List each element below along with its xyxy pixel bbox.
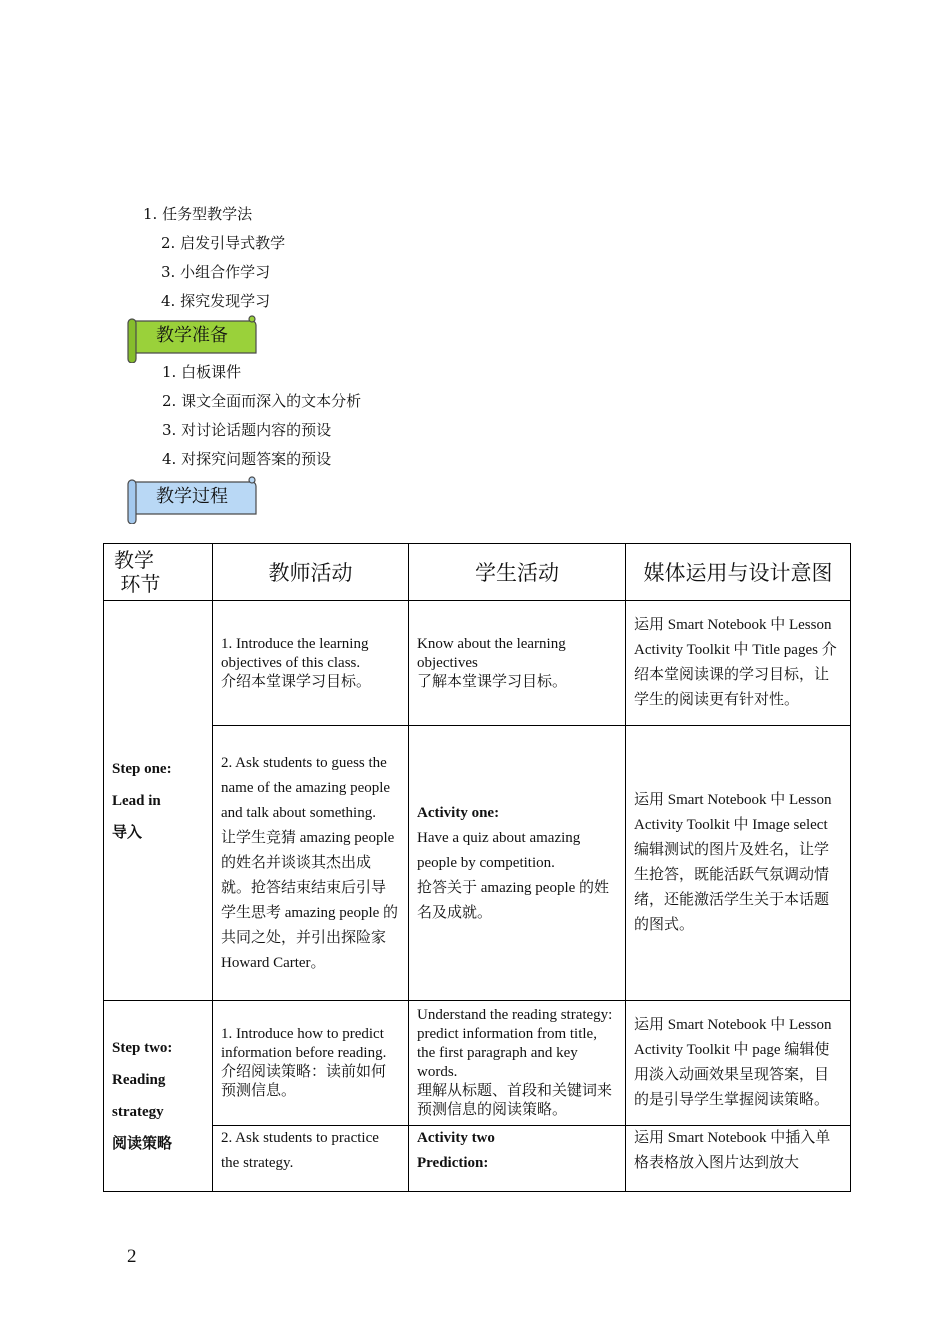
teacher-activity: 1. Introduce the learning objectives of this class. 介绍本堂课学习目标。 (213, 601, 409, 726)
prep-item: 1. 白板课件 (162, 363, 242, 381)
method-item: 1. 任务型教学法 (143, 205, 253, 223)
method-item: 3. 小组合作学习 (161, 263, 271, 281)
media-design: 运用 Smart Notebook 中插入单格表格放入图片达到放大 (626, 1126, 851, 1192)
media-design: 运用 Smart Notebook 中 Lesson Activity Toolkit 中 page 编辑使用淡入动画效果呈现答案，目的是引导学生掌握阅读策略。 (626, 1001, 851, 1126)
prep-item: 2. 课文全面而深入的文本分析 (162, 392, 362, 410)
step-two-label: Step two: Reading strategy 阅读策略 (104, 1001, 213, 1192)
student-activity: Activity one: Have a quiz about amazing people by competition. 抢答关于 amazing people 的姓名及成就。 (409, 726, 626, 1001)
media-design: 运用 Smart Notebook 中 Lesson Activity Toolkit 中 Image select 编辑测试的图片及姓名，让学生抢答，既能活跃气氛调动情绪，还能激活学生关于本话题的图式。 (626, 726, 851, 1001)
teacher-activity: 1. Introduce how to predict information before reading. 介绍阅读策略：读前如何预测信息。 (213, 1001, 409, 1126)
prep-item: 3. 对讨论话题内容的预设 (162, 421, 332, 439)
method-item: 4. 探究发现学习 (161, 292, 271, 310)
table-row (104, 1001, 851, 1126)
banner-label: 教学过程 (156, 486, 228, 507)
banner-label: 教学准备 (156, 325, 228, 346)
header-stage: 教学 环节 (104, 544, 213, 601)
preparation-list (162, 358, 361, 474)
header-media: 媒体运用与设计意图 (626, 544, 851, 601)
teaching-methods-list (143, 200, 285, 316)
teacher-activity: 2. Ask students to guess the name of the amazing people and talk about something. 让学生竞猜 amazing people 的姓名并谈谈其杰出成就。抢答结束结束后引导学生思考 amazing people 的共同之处，并引出探险家 Howard Carter。 (213, 726, 409, 1001)
media-design: 运用 Smart Notebook 中 Lesson Activity Toolkit 中 Title pages 介绍本堂阅读课的学习目标，让学生的阅读更有针对性。 (626, 601, 851, 726)
table-row (104, 1126, 851, 1192)
section-banner-process (126, 476, 258, 522)
header-teacher: 教师活动 (213, 544, 409, 601)
step-one-label: Step one: Lead in 导入 (104, 601, 213, 1001)
header-student: 学生活动 (409, 544, 626, 601)
page-number: 2 (127, 1246, 137, 1267)
table-row (104, 726, 851, 1001)
table-row (104, 601, 851, 726)
prep-item: 4. 对探究问题答案的预设 (162, 450, 332, 468)
teacher-activity: 2. Ask students to practice the strategy. (213, 1126, 409, 1192)
method-item: 2. 启发引导式教学 (161, 234, 286, 252)
student-activity: Understand the reading strategy: predict information from title, the first paragraph and key words. 理解从标题、首段和关键词来预测信息的阅读策略。 (409, 1001, 626, 1126)
section-banner-preparation (126, 315, 258, 361)
student-activity: Activity two Prediction: (409, 1126, 626, 1192)
teaching-process-table (103, 543, 851, 1192)
activity-title: Activity one: (417, 804, 500, 821)
table-header-row (104, 544, 851, 601)
student-activity: Know about the learning objectives 了解本堂课学习目标。 (409, 601, 626, 726)
